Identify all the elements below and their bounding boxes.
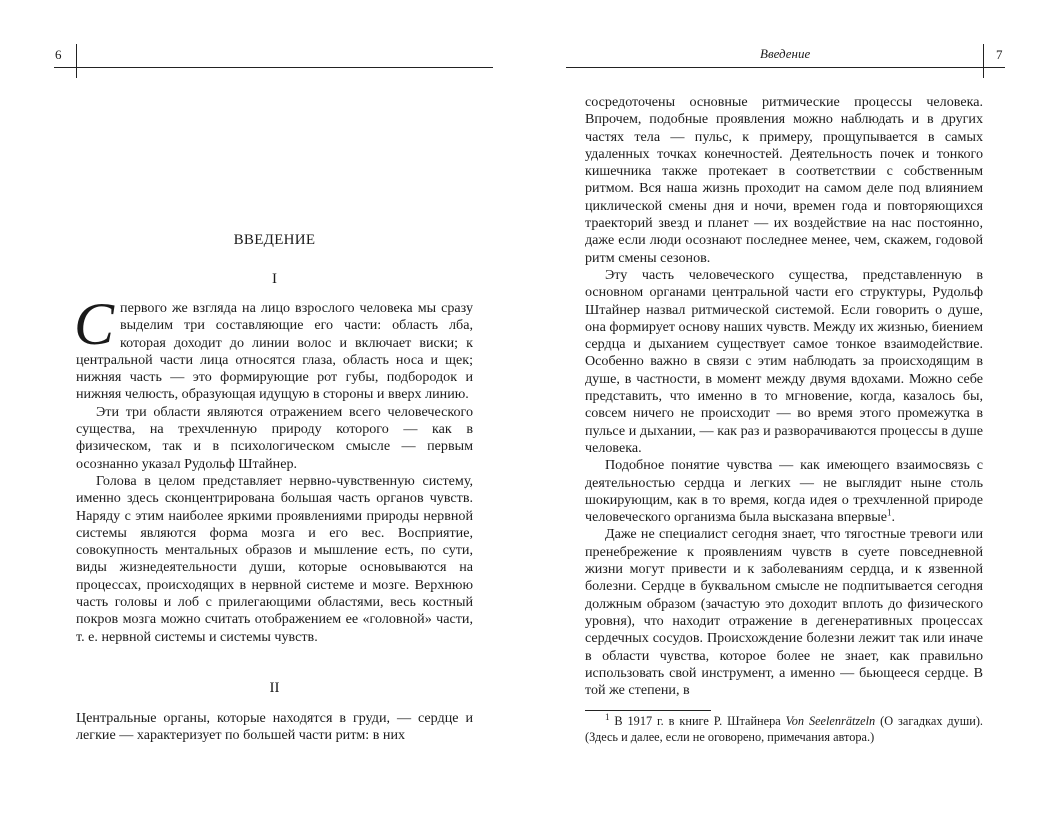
left-text-block-2 — [76, 710, 473, 745]
paragraph-text: Подобное понятие чувства — как имеющего взаимосвязь с деятельностью сердца и легких — не выглядит ныне столь шокирующим, как в то время, когда идея о трехчленной природе человеческого организма была высказана впервые — [585, 457, 983, 526]
section-number-1: I — [272, 271, 277, 287]
paragraph: Подобное понятие чувства — как имеющего взаимосвязь с деятельностью сердца и легких — не выглядит ныне столь шокирующим, как в то время, когда идея о трехчленной природе человеческого организма была высказана впервые$^1$. — [585, 457, 983, 526]
paragraph: Центральные органы, которые находятся в груди, — сердце и легкие — характеризует по большей части ритм: в них — [76, 710, 473, 744]
running-title: Введение — [760, 46, 811, 61]
paragraph-text: первого же взгляда на лицо взрослого человека мы сразу выделим три составляющие его части: область лба, которая доходит до линии волос и включает виски; к центральной части лица относятся глаза, область носа и щек; нижняя часть — это формирующие рот губы, подбородок и нижняя челюсть, образующая идущую в стороны и вверх линию. — [76, 300, 473, 403]
left-text-block-1 — [74, 291, 473, 646]
section-number-2: II — [269, 680, 280, 696]
footnote-book-title: Von Seelenrätzeln — [785, 714, 876, 728]
footnote — [585, 713, 983, 745]
footnote-number: 1 — [605, 711, 610, 722]
left-header-rule — [54, 67, 493, 68]
right-text-block — [585, 94, 983, 699]
footnote-rule — [585, 710, 711, 711]
left-folio: 6 — [55, 47, 62, 62]
paragraph — [74, 291, 473, 404]
left-header-vertical-rule — [76, 44, 77, 78]
footnote-text-part: В 1917 г. в книге Р. Штайнера — [609, 714, 786, 728]
footnote-reference[interactable]: 1 — [886, 507, 892, 518]
paragraph: сосредоточены основные ритмические процессы человека. Впрочем, подобные проявления можно наблюдать и в других частях тела — пульс, к примеру, прощупывается в самых удаленных точках конечностей. Деятельность почек и тонкого кишечника также протекает в соответствии с собственным ритмом. Вся наша жизнь проходит на самом деле под влиянием циклической смены дня и ночи, времен года и повторяющихся траекторий звезд и планет — их воздействие на нас постоянно, даже если люди осознают последнее менее, чем, скажем, годовой ритм смены сезонов. — [585, 94, 983, 266]
footnote-text — [585, 713, 983, 745]
right-header-rule — [566, 67, 1005, 68]
paragraph: Эту часть человеческого существа, представленную в основном органами центральной части его структуры, Рудольф Штайнер назвал ритмической системой. Если говорить о душе, она формирует основу наших чувств. Между их жизнью, биением сердца и дыханием существует самое тонкое взаимодействие. Особенно важно в связи с этим наблюдать за происходящим в душе, в частности, в момент между двумя вдохами. Можно себе представить, что именно в то мгновение, когда, казалось бы, совсем ничего не происходит — во время этого промежутка в пульсе и дыхании, — как раз и разворачиваются процессы в душе человека. — [585, 266, 983, 456]
right-header-vertical-rule — [983, 44, 984, 78]
right-folio: 7 — [996, 47, 1003, 62]
chapter-title: ВВЕДЕНИЕ — [233, 232, 316, 248]
paragraph: Эти три области являются отражением всего человеческого существа, на трехчленную природу которого — как в физическом, так и в психологическом смысле — первым осознанно указал Рудольф Штайнер. — [76, 403, 473, 472]
drop-cap: С — [74, 291, 115, 357]
footnote-text-part: (О загадках души). (Здесь и далее, если не оговорено, примечания автора.) — [585, 714, 984, 744]
paragraph: Даже не специалист сегодня знает, что тягостные тревоги или пренебрежение к проявлениям чувств в суете повседневной жизни могут привести и к заболеваниям сердца, и к язвенной болезни. Сердце в буквальном смысле не подпитывается сегодня должным образом (зачастую это доходит вплоть до физического уровня), что находит отражение в дегенеративных процессах сердечных сосудов. Происхождение болезни лежит так или иначе в области чувства, которое более не знает, как правильно использовать свой инструмент, а именно — бьющееся сердце. В той же степени, в — [585, 526, 983, 699]
paragraph: Голова в целом представляет нервно-чувственную систему, именно здесь сконцентрирована большая часть органов чувств. Наряду с этим наиболее яркими проявлениями природы нервной системы являются форма мозга и его вес. Восприятие, совокупность ментальных образов и мышление есть, по сути, виды жизнедеятельности души, которые основываются на процессах, происходящих в нервной системе и мозге. Верхнюю часть головы и лоб с прилегающими областями, весь костный покров мозга можно считать отображением ее «головной» части, т. е. нервной системы и системы чувств. — [76, 472, 473, 645]
